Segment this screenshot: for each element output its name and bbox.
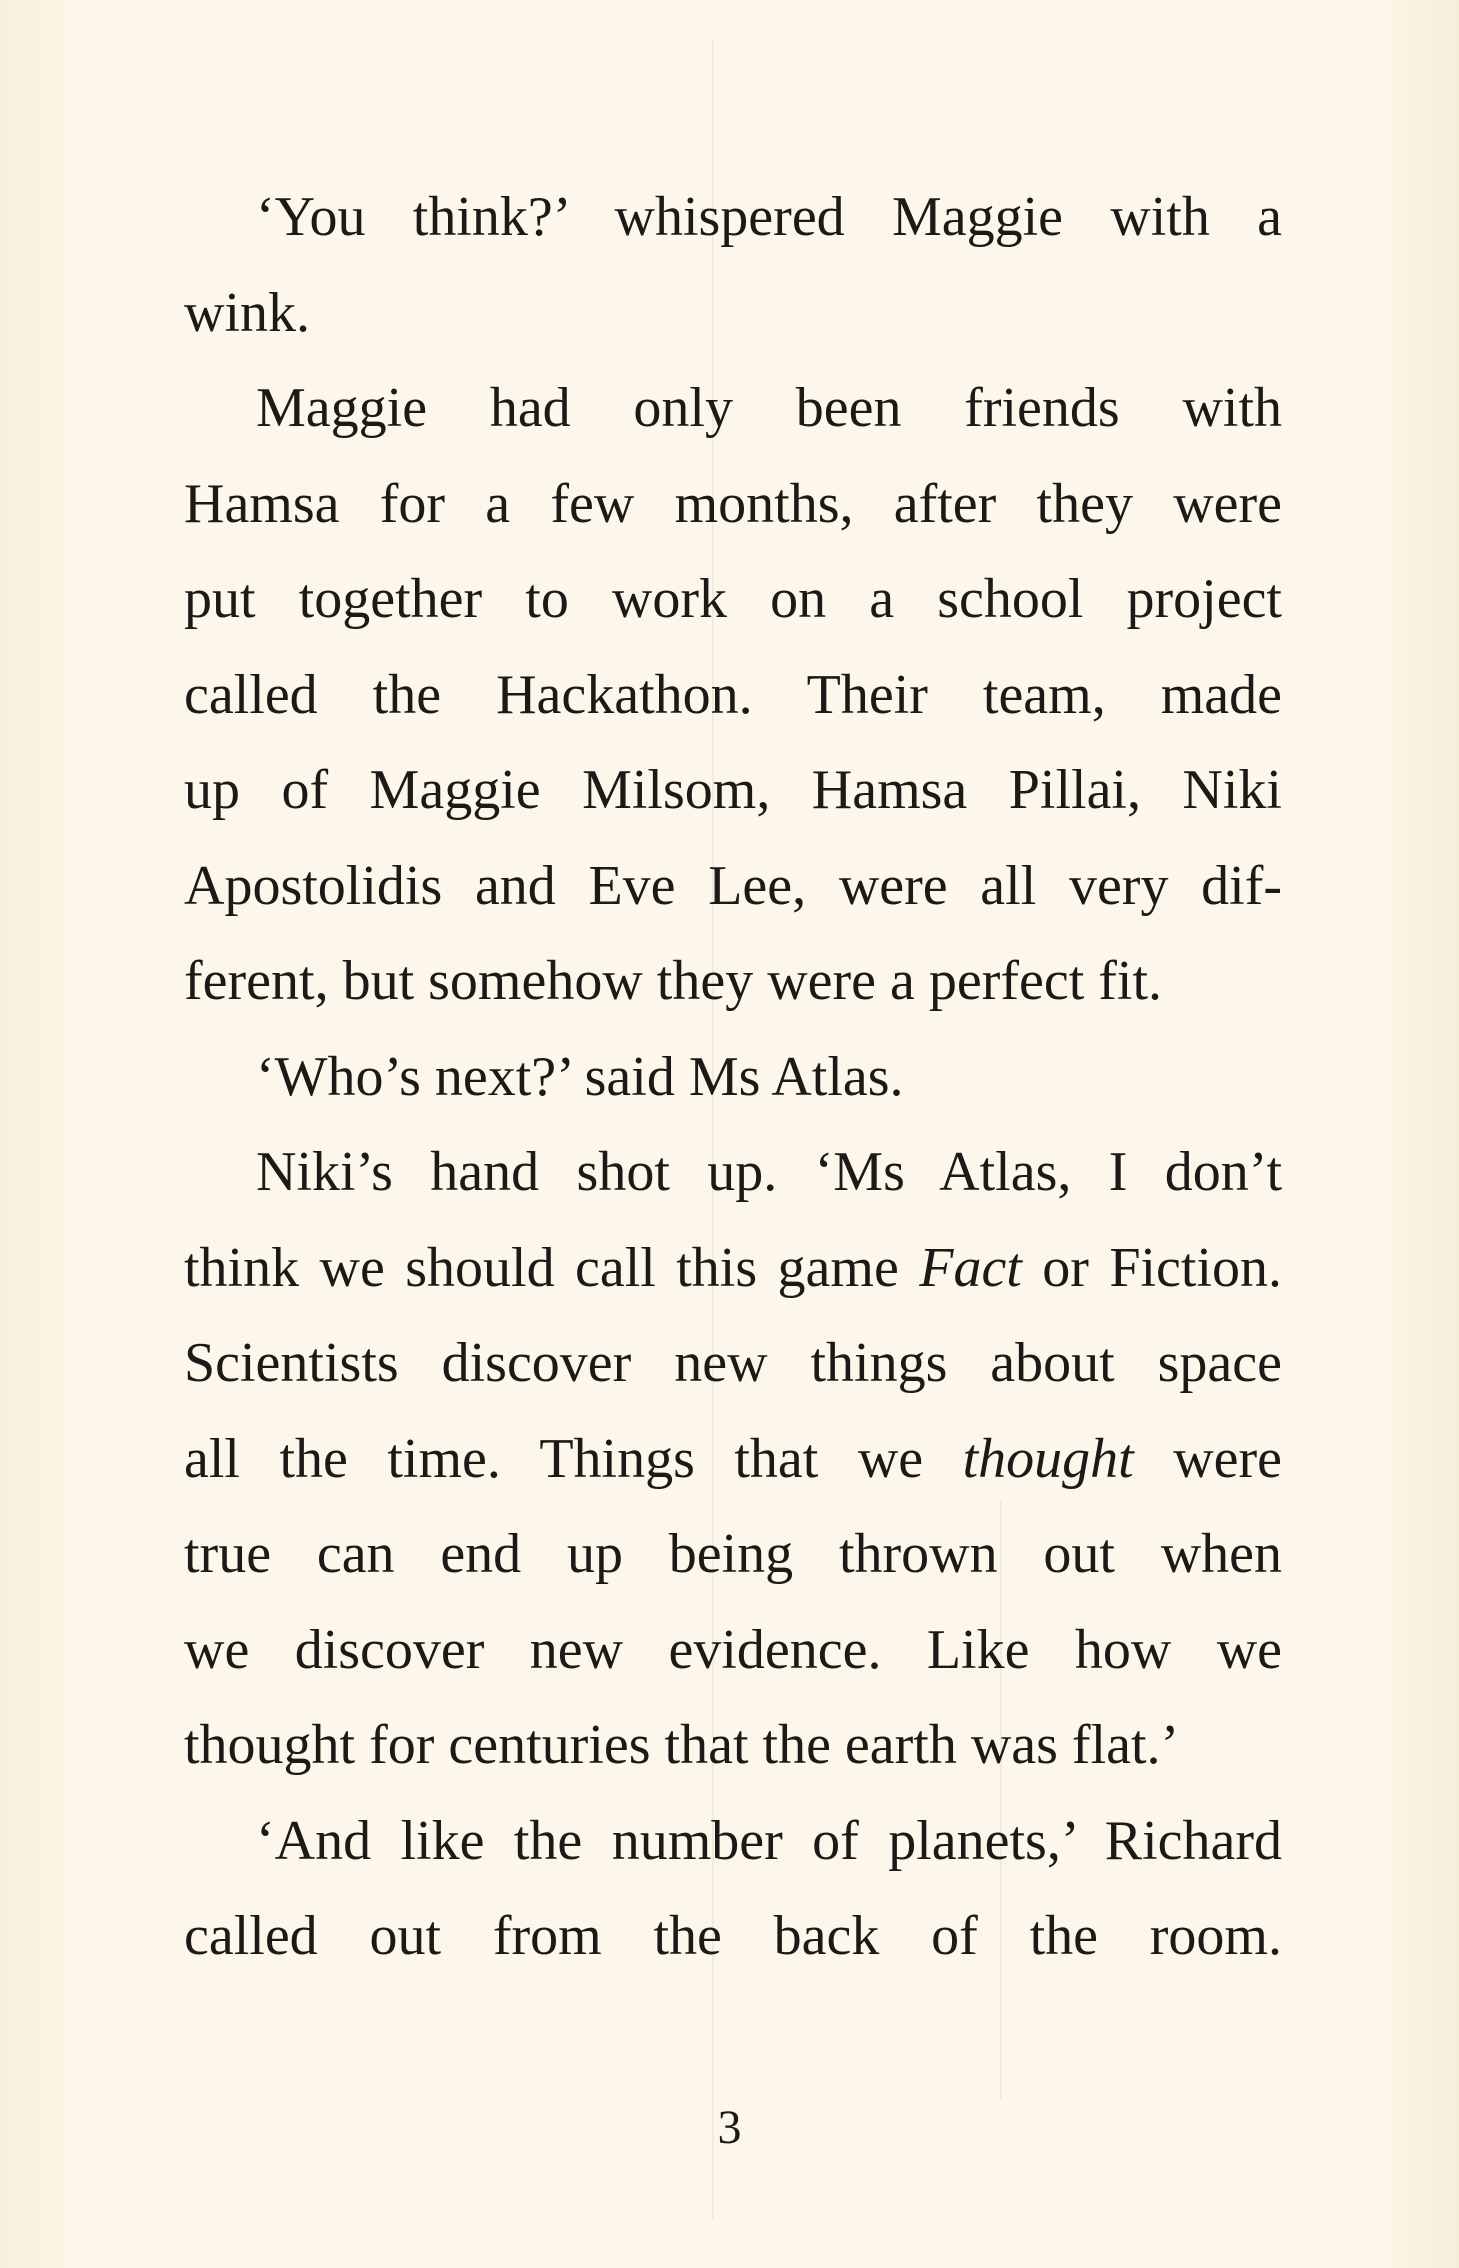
text-segment: Apostolidis and Eve Lee, were all very dif- xyxy=(184,854,1282,917)
text-segment: thought for centuries that the earth was flat.’ xyxy=(184,1714,1180,1776)
text-line xyxy=(184,1889,1282,1985)
paragraph xyxy=(184,1125,1282,1794)
text-segment: ‘You think?’ whispered Maggie with a xyxy=(256,186,1282,248)
text-line xyxy=(184,934,1282,1030)
text-segment: called the Hackathon. Their team, made xyxy=(184,663,1282,726)
text-segment: called out from the back of the room. xyxy=(184,1905,1282,1967)
text-segment: true can end up being thrown out when xyxy=(184,1523,1282,1585)
paragraph xyxy=(184,1030,1282,1126)
text-segment: put together to work on a school project xyxy=(184,568,1282,630)
text-line xyxy=(184,1603,1282,1699)
text-line xyxy=(184,743,1282,839)
text-segment: ‘Who’s next?’ said Ms Atlas. xyxy=(256,1045,904,1108)
text-line xyxy=(184,1030,1282,1126)
text-line xyxy=(184,266,1282,362)
text-segment: Niki’s hand shot up. ‘Ms Atlas, I don’t xyxy=(256,1141,1282,1203)
text-segment: wink. xyxy=(184,281,310,344)
text-segment: Hamsa for a few months, after they were xyxy=(184,472,1282,535)
text-line xyxy=(184,1698,1282,1794)
text-line xyxy=(184,839,1282,935)
italic-text: thought xyxy=(962,1427,1134,1490)
text-line xyxy=(184,1507,1282,1603)
text-line xyxy=(184,552,1282,648)
italic-text: Fact xyxy=(919,1236,1022,1299)
paragraph xyxy=(184,170,1282,361)
text-segment: Scientists discover new things about space xyxy=(184,1332,1282,1394)
body-text xyxy=(184,170,1282,1985)
text-segment: think we should call this game xyxy=(184,1236,920,1299)
text-segment: all the time. Things that we xyxy=(184,1427,963,1490)
text-line xyxy=(184,170,1282,266)
text-line xyxy=(184,648,1282,744)
text-line xyxy=(184,1221,1282,1317)
text-line xyxy=(184,1125,1282,1221)
text-segment: were xyxy=(1133,1427,1282,1490)
text-line xyxy=(184,1794,1282,1890)
paragraph xyxy=(184,361,1282,1030)
text-segment: Maggie had only been friends with xyxy=(256,377,1282,439)
text-segment: ‘And like the number of planets,’ Richard xyxy=(256,1809,1282,1872)
paragraph xyxy=(184,1794,1282,1985)
text-segment: or Fiction. xyxy=(1021,1236,1282,1299)
text-line xyxy=(184,1412,1282,1508)
text-line xyxy=(184,361,1282,457)
text-segment: up of Maggie Milsom, Hamsa Pillai, Niki xyxy=(184,759,1282,821)
page-number: 3 xyxy=(717,2101,742,2154)
text-segment: ferent, but somehow they were a perfect fit. xyxy=(184,950,1163,1012)
text-line xyxy=(184,1316,1282,1412)
text-line xyxy=(184,457,1282,553)
text-segment: we discover new evidence. Like how we xyxy=(184,1618,1282,1681)
